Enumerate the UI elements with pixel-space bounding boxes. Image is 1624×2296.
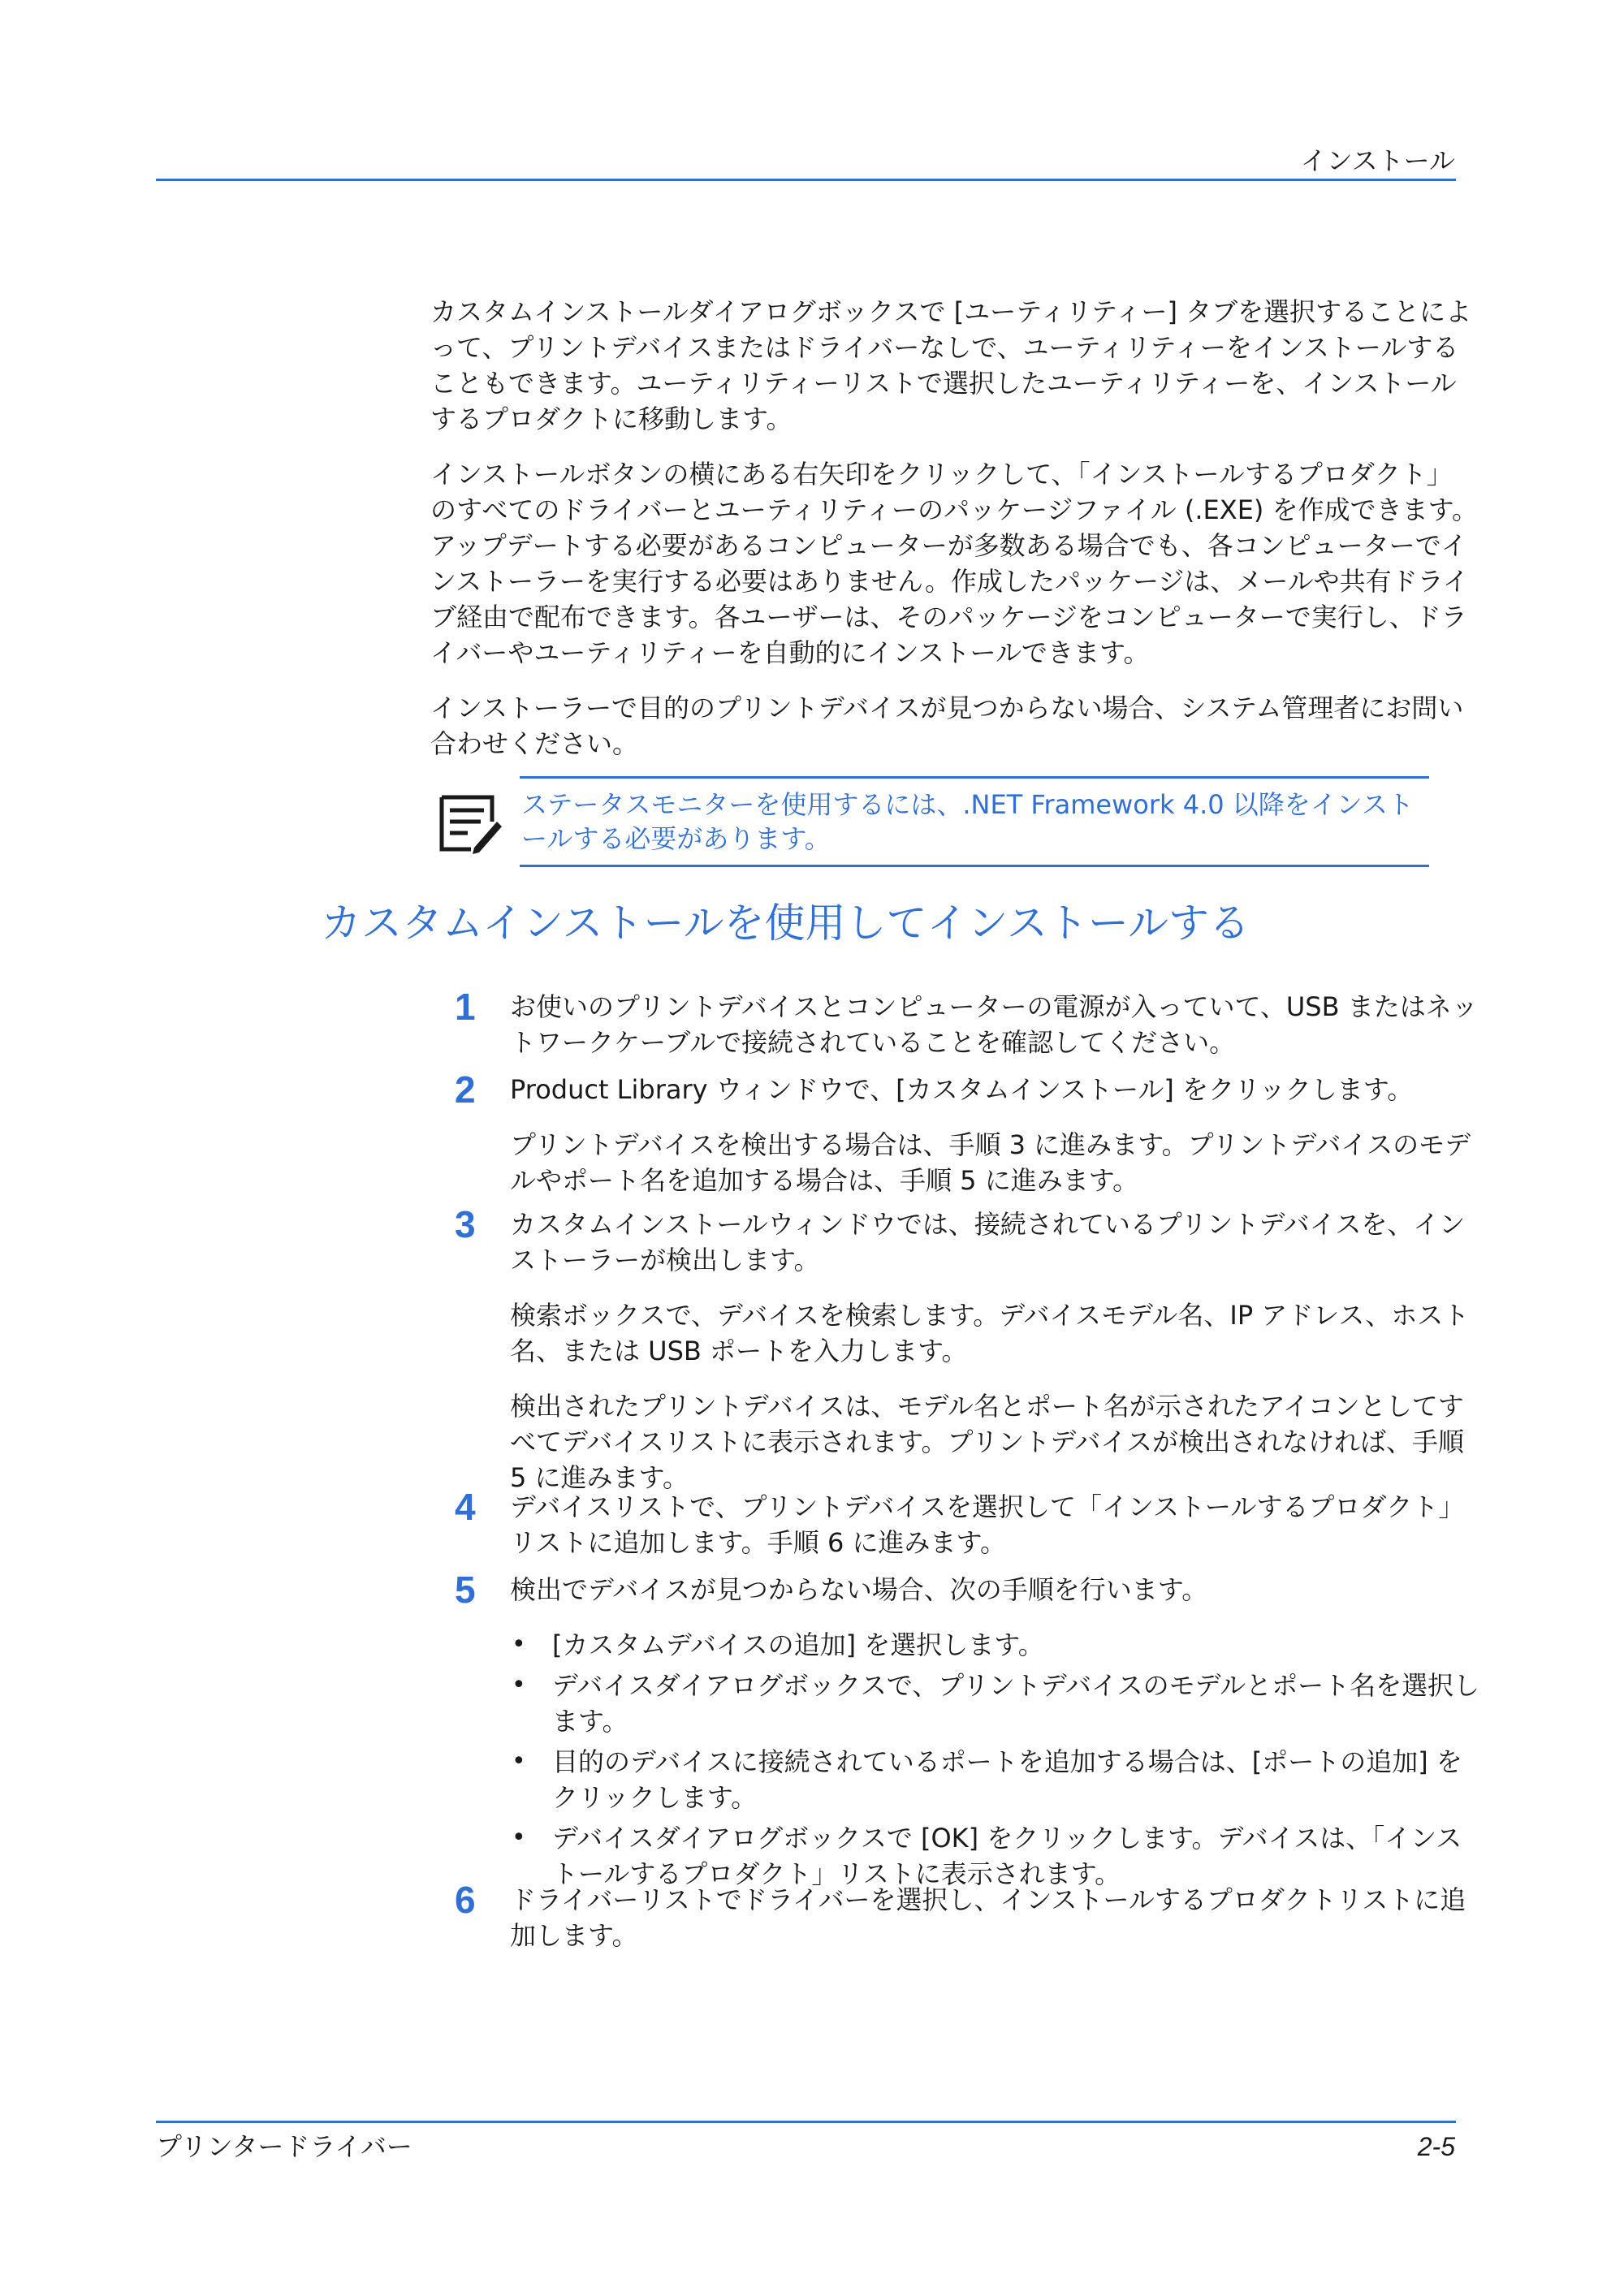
intro-paragraph: インストーラーで目的のプリントデバイスが見つからない場合、システム管理者にお問い合わせください。: [430, 693, 1464, 759]
step-number: 2: [455, 1068, 476, 1111]
footer-rule: [156, 2121, 1456, 2123]
step-3: [455, 1203, 1486, 1515]
step-text: ドライバーリストでドライバーを選択し、インストールするプロダクトリストに追加します。: [510, 1884, 1466, 1951]
intro-text: [430, 294, 1478, 781]
step-1: [455, 986, 1486, 1080]
step-2: [455, 1068, 1486, 1218]
step-text: デバイスリストで、プリントデバイスを選択して「インストールするプロダクト」リストに追加します。手順 6 に進みます。: [510, 1491, 1465, 1558]
step-subtext: 検索ボックスで、デバイスを検索します。デバイスモデル名、IP アドレス、ホスト名、または USB ポートを入力します。: [510, 1300, 1470, 1366]
step-number: 3: [455, 1203, 476, 1245]
intro-paragraph: カスタムインストールダイアログボックスで [ユーティリティー] タブを選択することによって、プリントデバイスまたはドライバーなしで、ユーティリティーをインストールすることもできます。ユーティリティーリストで選択したユーティリティーを、インストールするプロダクトに移動します。: [430, 296, 1472, 434]
note-text: ステータスモニターを使用するには、.NET Framework 4.0 以降をインストールする必要があります。: [521, 789, 1414, 854]
step-4: [455, 1486, 1486, 1580]
note-pencil-icon: [438, 792, 503, 854]
bullet-item: • デバイスダイアログボックスで [OK] をクリックします。デバイスは、「インストールするプロダクト」リストに表示されます。: [510, 1820, 1486, 1892]
step-number: 6: [455, 1879, 476, 1921]
step-text: カスタムインストールウィンドウでは、接続されているプリントデバイスを、インストーラーが検出します。: [510, 1209, 1466, 1275]
step-number: 1: [455, 986, 476, 1028]
note-callout: [438, 776, 1429, 864]
header-rule: [156, 179, 1456, 181]
step-subtext: 検出されたプリントデバイスは、モデル名とポート名が示されたアイコンとしてすべてデバイスリストに表示されます。プリントデバイスが検出されなければ、手順 5 に進みます。: [510, 1391, 1465, 1493]
page-number: 2-5: [1417, 2132, 1455, 2161]
bullet-item: • デバイスダイアログボックスで、プリントデバイスのモデルとポート名を選択します。: [510, 1668, 1486, 1739]
step-5: [455, 1569, 1486, 1897]
step-6: [455, 1879, 1486, 1973]
step-text: お使いのプリントデバイスとコンピューターの電源が入っていて、USB またはネットワークケーブルで接続されていることを確認してください。: [510, 991, 1478, 1058]
bullet-list: [510, 1627, 1486, 1892]
footer-title: プリンタードライバー: [156, 2131, 412, 2162]
section-heading: カスタムインストールを使用してインストールする: [321, 900, 1250, 947]
intro-paragraph: インストールボタンの横にある右矢印をクリックして、「インストールするプロダクト」のすべてのドライバーとユーティリティーのパッケージファイル (.EXE) を作成できます。アップデートする必要があるコンピューターが多数ある場合でも、各コンピューターでインストーラーを実行する必要はありません。作成したパッケージは、メールや共有ドライブ経由で配布できます。各ユーザーは、そのパッケージをコンピューターで実行し、ドライバーやユーティリティーを自動的にインストールできます。: [430, 459, 1479, 668]
note-box: [520, 776, 1429, 867]
running-header: インストール: [1300, 145, 1455, 176]
step-text: Product Library ウィンドウで、[カスタムインストール] をクリックします。: [510, 1074, 1414, 1105]
step-number: 4: [455, 1486, 476, 1528]
step-text: 検出でデバイスが見つからない場合、次の手順を行います。: [510, 1574, 1208, 1605]
step-subtext: プリントデバイスを検出する場合は、手順 3 に進みます。プリントデバイスのモデルやポート名を追加する場合は、手順 5 に進みます。: [510, 1129, 1471, 1196]
bullet-item: • [カスタムデバイスの追加] を選択します。: [510, 1627, 1486, 1663]
bullet-item: • 目的のデバイスに接続されているポートを追加する場合は、[ポートの追加] をクリックします。: [510, 1744, 1486, 1815]
step-number: 5: [455, 1569, 476, 1611]
